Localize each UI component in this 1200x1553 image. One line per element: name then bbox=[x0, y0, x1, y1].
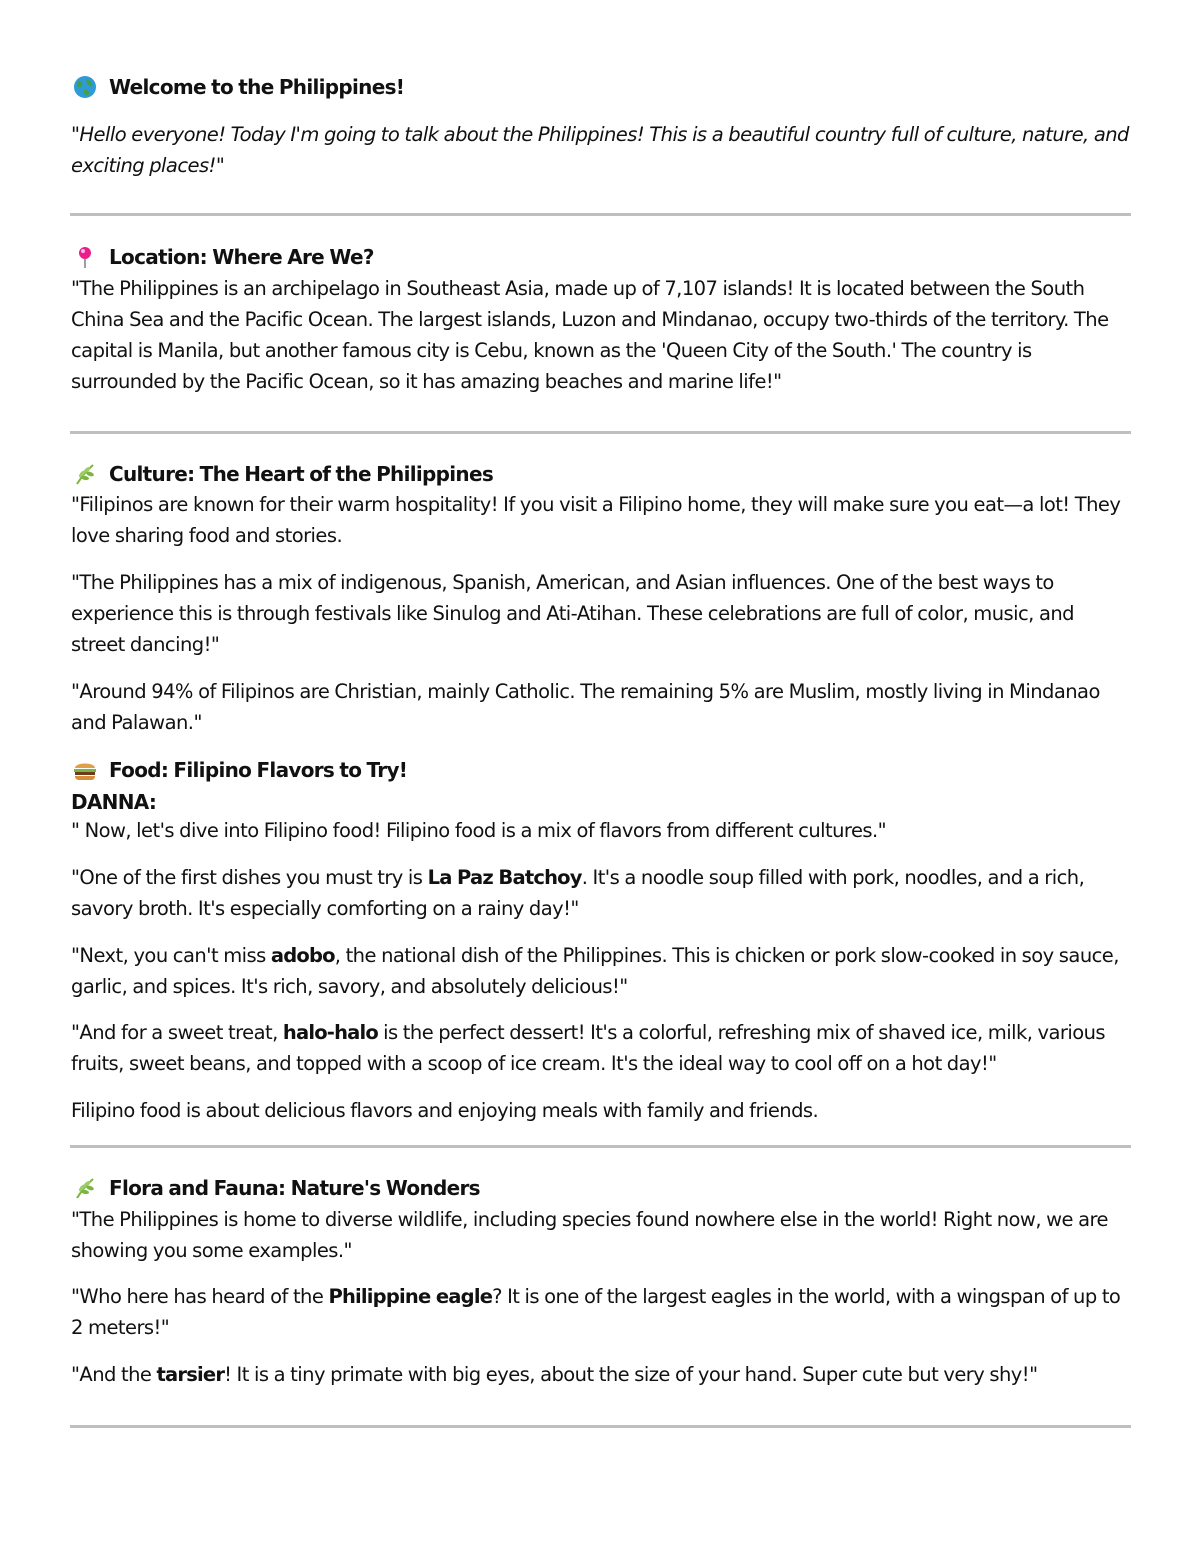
food-paragraph-4: "And for a sweet treat, halo-halo is the perfect dessert! It's a colorful, refreshing mix of shaved ice, milk, various fruits, sweet beans, and topped with a scoop of ice cream. It's the ideal way to cool off on a hot day!" bbox=[71, 1021, 1106, 1075]
flora-paragraph-2: "Who here has heard of the Philippine eagle? It is one of the largest eagles in the world, with a wingspan of up to 2 meters!" bbox=[71, 1285, 1121, 1339]
flora-heading bbox=[71, 1175, 1131, 1201]
location-heading bbox=[71, 244, 1131, 270]
location-heading-text: Location: Where Are We? bbox=[109, 245, 374, 269]
welcome-intro: "Hello everyone! Today I'm going to talk about the Philippines! This is a beautiful country full of culture, nature, and exciting places!" bbox=[71, 123, 1129, 177]
animal-name-eagle: Philippine eagle bbox=[328, 1285, 493, 1308]
section-divider bbox=[70, 1145, 1131, 1148]
food-heading bbox=[71, 757, 1131, 783]
section-divider bbox=[70, 213, 1131, 216]
globe-icon bbox=[73, 74, 101, 100]
culture-heading bbox=[71, 461, 1131, 487]
section-divider bbox=[70, 431, 1131, 434]
culture-paragraph-1: "Filipinos are known for their warm hospitality! If you visit a Filipino home, they will make sure you eat—a lot! They love sharing food and stories. bbox=[71, 493, 1121, 547]
food-paragraph-5: Filipino food is about delicious flavors and enjoying meals with family and friends. bbox=[71, 1099, 819, 1122]
herb-icon bbox=[73, 1175, 101, 1201]
location-paragraph: "The Philippines is an archipelago in Southeast Asia, made up of 7,107 islands! It is located between the South China Sea and the Pacific Ocean. The largest islands, Luzon and Mindanao, occupy two-thirds of the territory. The capital is Manila, but another famous city is Cebu, known as the 'Queen City of the South.' The country is surrounded by the Pacific Ocean, so it has amazing beaches and marine life!" bbox=[71, 277, 1109, 393]
speaker-label: DANNA: bbox=[71, 790, 157, 814]
flora-heading-text: Flora and Fauna: Nature's Wonders bbox=[109, 1176, 480, 1200]
animal-name-tarsier: tarsier bbox=[156, 1363, 225, 1386]
dish-name-halo-halo: halo-halo bbox=[282, 1021, 379, 1044]
food-paragraph-1: " Now, let's dive into Filipino food! Filipino food is a mix of flavors from different cultures." bbox=[71, 819, 887, 842]
culture-paragraph-3: "Around 94% of Filipinos are Christian, mainly Catholic. The remaining 5% are Muslim, mostly living in Mindanao and Palawan." bbox=[71, 680, 1100, 734]
welcome-heading bbox=[71, 74, 1131, 100]
flora-paragraph-1: "The Philippines is home to diverse wildlife, including species found nowhere else in the world! Right now, we are showing you some examples." bbox=[71, 1208, 1109, 1262]
dish-name-adobo: adobo bbox=[270, 944, 335, 967]
section-divider bbox=[70, 1425, 1131, 1428]
dish-name-batchoy: La Paz Batchoy bbox=[427, 866, 582, 889]
welcome-heading-text: Welcome to the Philippines! bbox=[109, 75, 405, 99]
culture-heading-text: Culture: The Heart of the Philippines bbox=[109, 462, 494, 486]
herb-icon bbox=[73, 461, 101, 487]
flora-paragraph-3: "And the tarsier! It is a tiny primate with big eyes, about the size of your hand. Super cute but very shy!" bbox=[71, 1363, 1038, 1386]
food-heading-text: Food: Filipino Flavors to Try! bbox=[109, 758, 408, 782]
food-paragraph-2: "One of the first dishes you must try is La Paz Batchoy. It's a noodle soup filled with pork, noodles, and a rich, savory broth. It's especially comforting on a rainy day!" bbox=[71, 866, 1085, 920]
pin-icon bbox=[73, 244, 101, 270]
burger-icon bbox=[73, 757, 101, 783]
food-paragraph-3: "Next, you can't miss adobo, the national dish of the Philippines. This is chicken or pork slow-cooked in soy sauce, garlic, and spices. It's rich, savory, and absolutely delicious!" bbox=[71, 944, 1119, 998]
culture-paragraph-2: "The Philippines has a mix of indigenous, Spanish, American, and Asian influences. One of the best ways to experience this is through festivals like Sinulog and Ati-Atihan. These celebrations are full of color, music, and street dancing!" bbox=[71, 571, 1074, 656]
